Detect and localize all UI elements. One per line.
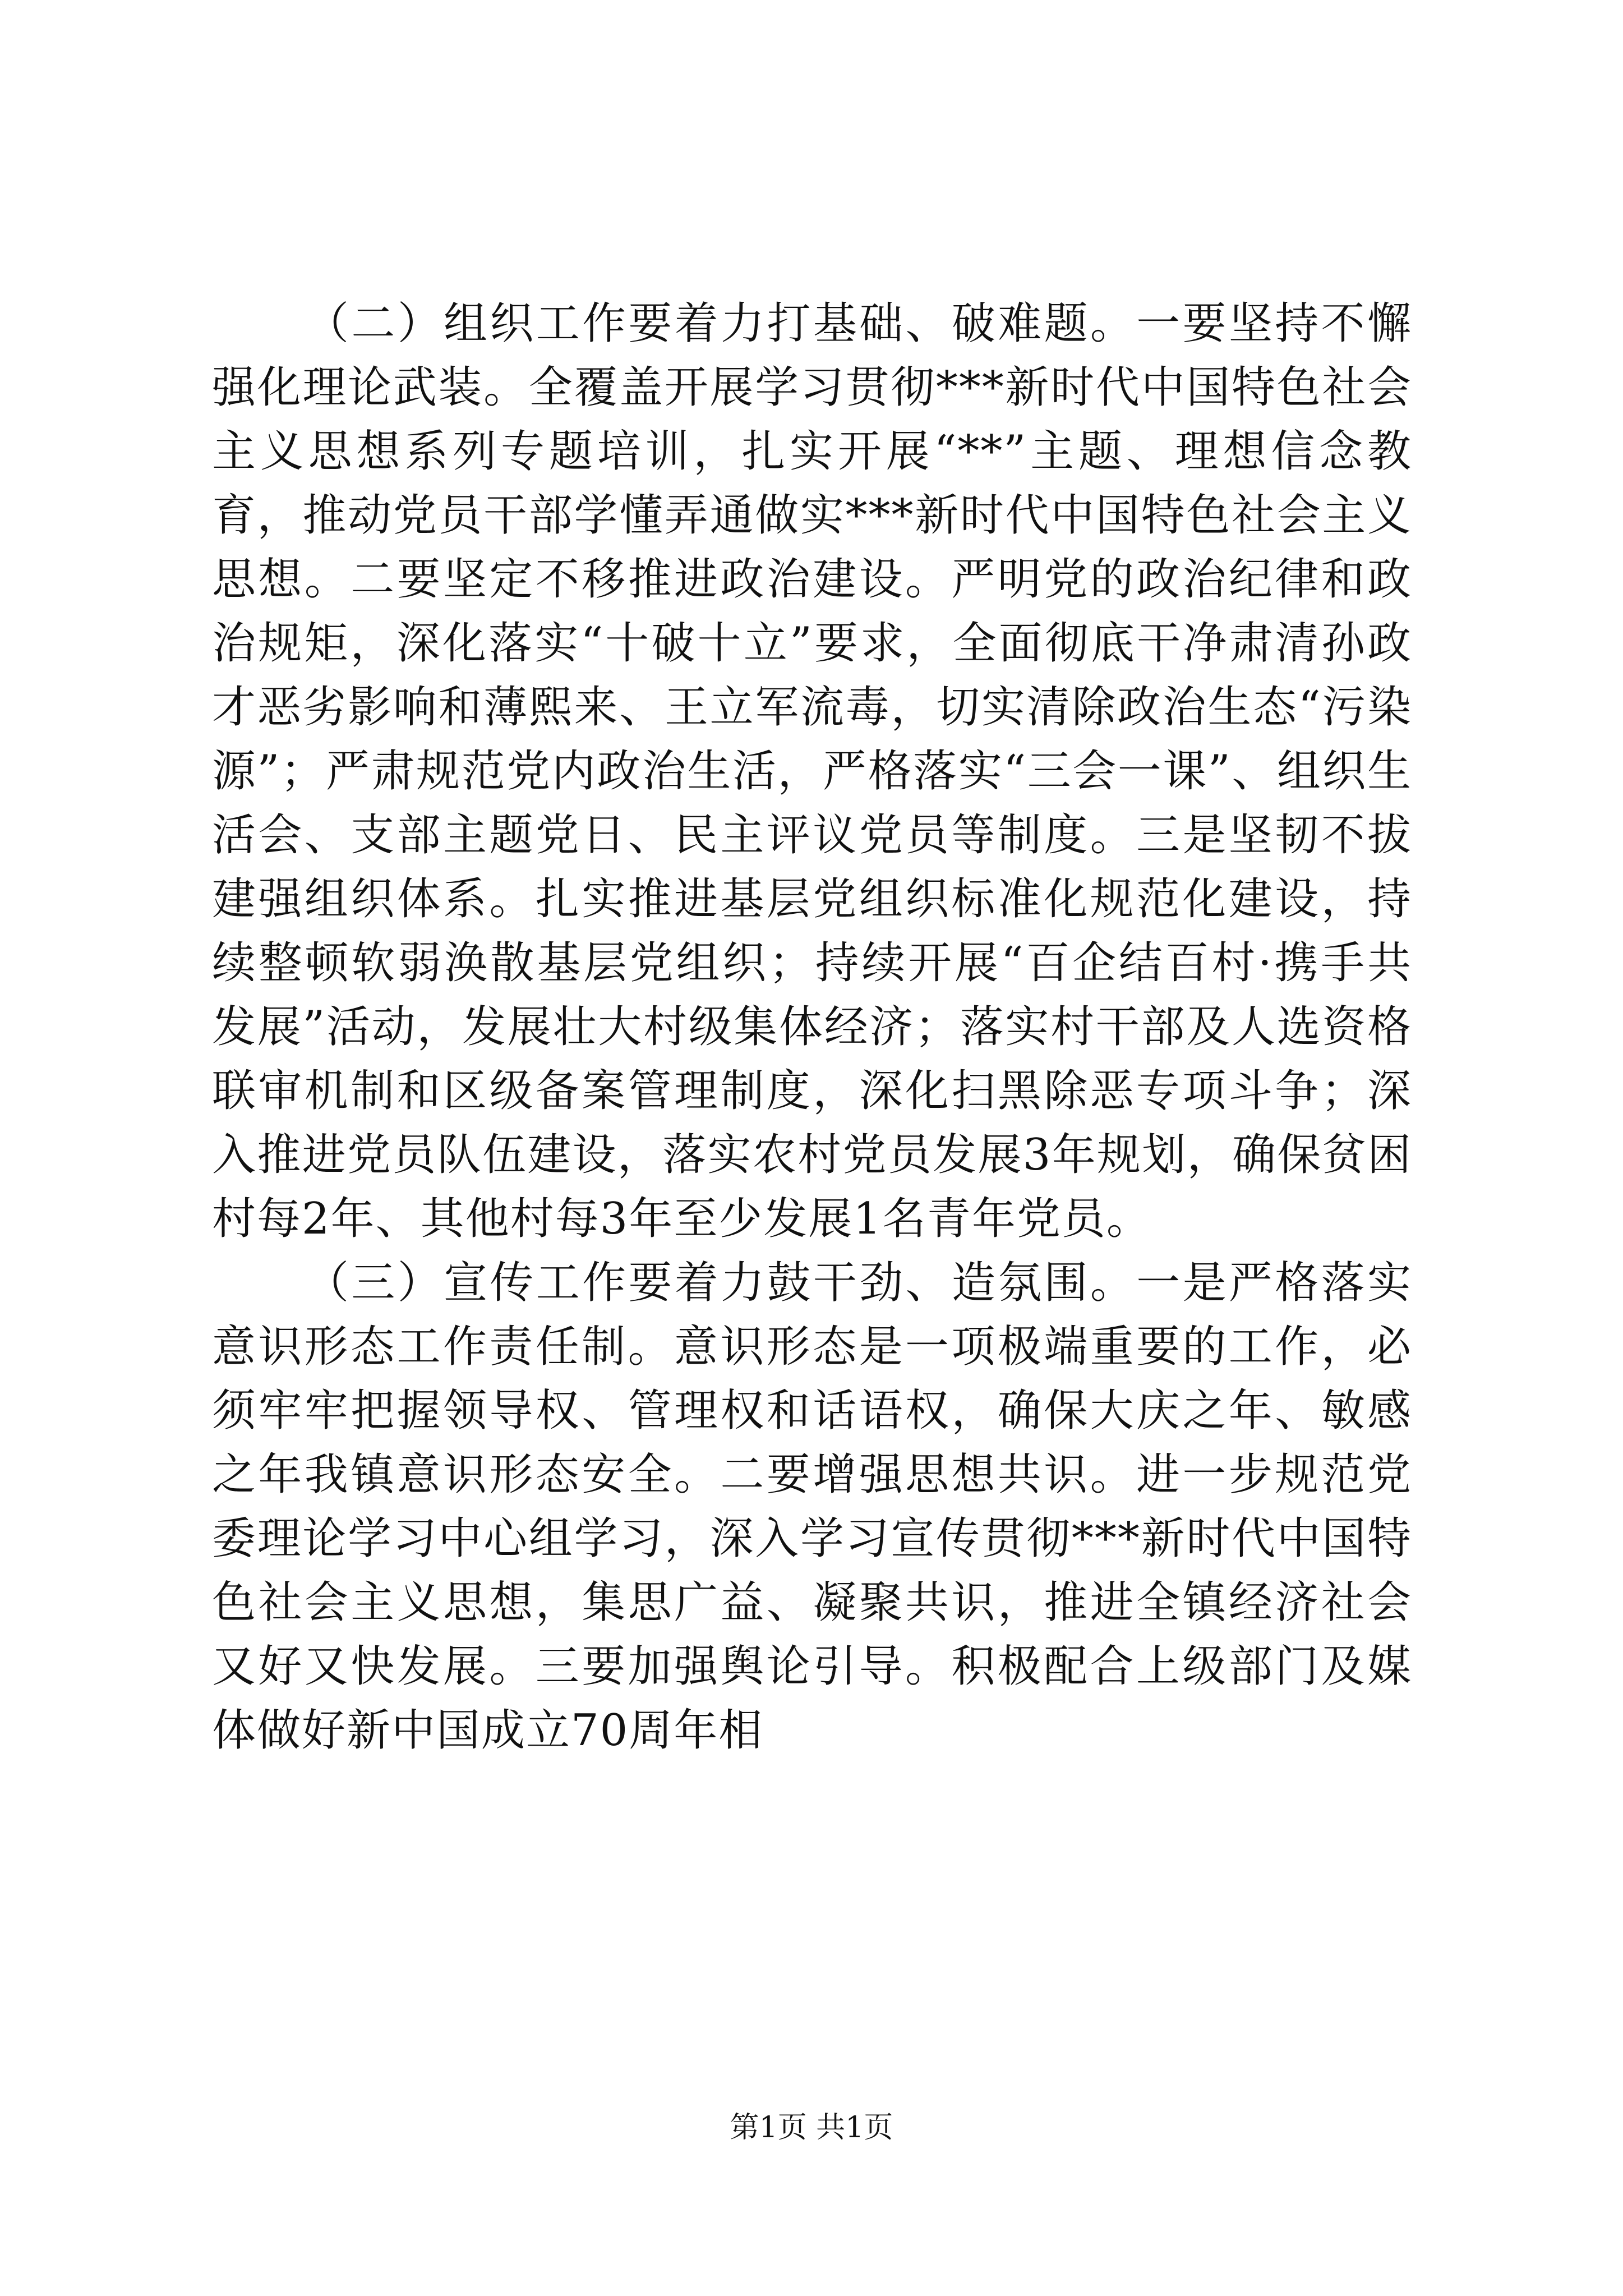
- page-footer: 第1页 共1页: [730, 2111, 893, 2145]
- paragraph-organization-work: （二）组织工作要着力打基础、破难题。一要坚持不懈强化理论武装。全覆盖开展学习贯彻***新时代中国特色社会主义思想系列专题培训，扎实开展“**”主题、理想信念教育，推动党员干部学懂弄通做实***新时代中国特色社会主义思想。二要坚定不移推进政治建设。严明党的政治纪律和政治规矩，深化落实“十破十立”要求，全面彻底干净肃清孙政才恶劣影响和薄熙来、王立军流毒，切实清除政治生态“污染源”；严肃规范党内政治生活，严格落实“三会一课”、组织生活会、支部主题党日、民主评议党员等制度。三是坚韧不拔建强组织体系。扎实推进基层党组织标准化规范化建设，持续整顿软弱涣散基层党组织；持续开展“百企结百村·携手共发展”活动，发展壮大村级集体经济；落实村干部及人选资格联审机制和区级备案管理制度，深化扫黑除恶专项斗争；深入推进党员队伍建设，落实农村党员发展3年规划，确保贫困村每2年、其他村每3年至少发展1名青年党员。: [212, 298, 1412, 1244]
- paragraph-publicity-work: （三）宣传工作要着力鼓干劲、造氛围。一是严格落实意识形态工作责任制。意识形态是一项极端重要的工作，必须牢牢把握领导权、管理权和话语权，确保大庆之年、敏感之年我镇意识形态安全。二要增强思想共识。进一步规范党委理论学习中心组学习，深入学习宣传贯彻***新时代中国特色社会主义思想，集思广益、凝聚共识，推进全镇经济社会又好又快发展。三要加强舆论引导。积极配合上级部门及媒体做好新中国成立70周年相: [212, 1258, 1412, 1756]
- document-body: [212, 292, 1412, 1763]
